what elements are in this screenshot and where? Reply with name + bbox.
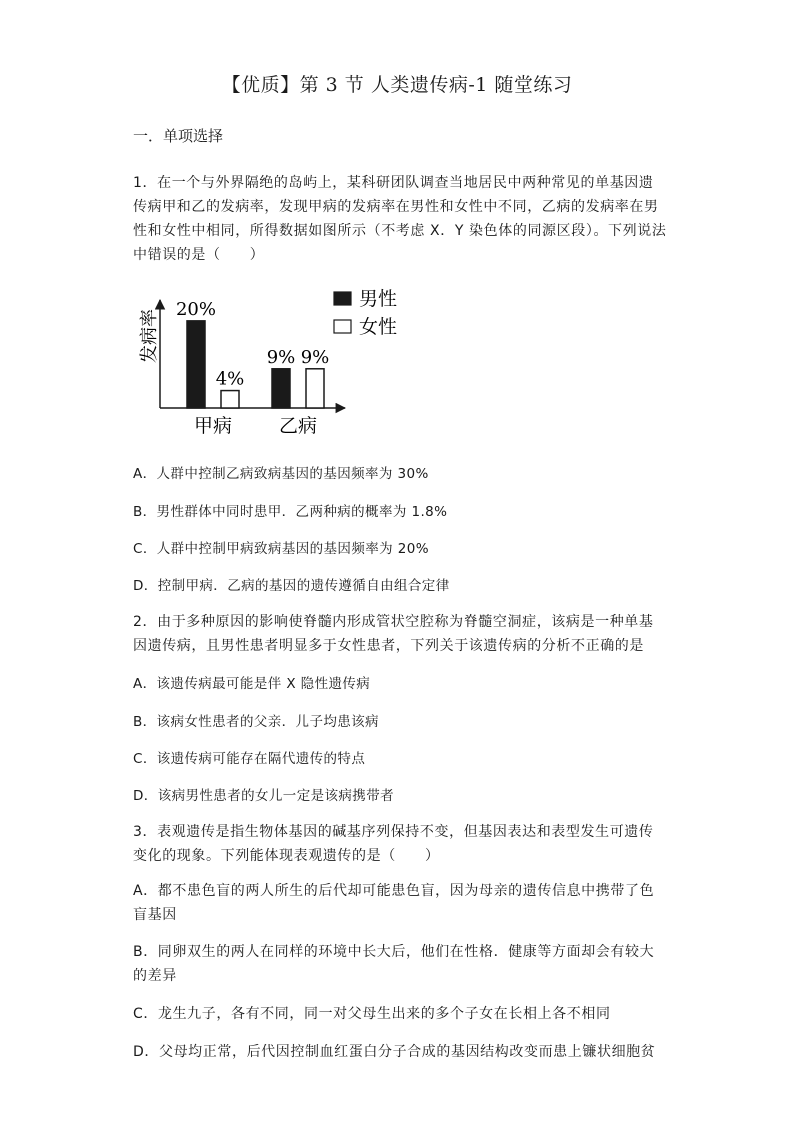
- question-2-line-1: 2．由于多种原因的影响使脊髓内形成管状空腔称为脊髓空洞症，该病是一种单基: [133, 614, 654, 630]
- bar-yi-female: [306, 369, 324, 408]
- question-3-option-b: B．同卵双生的两人在同样的环境中长大后，他们在性格．健康等方面却会有较大: [133, 944, 655, 960]
- question-2-option-d: D．该病男性患者的女儿一定是该病携带者: [133, 788, 394, 804]
- incidence-bar-chart: [125, 278, 415, 443]
- legend-female-label: 女性: [359, 316, 398, 338]
- bar-jia-male: [187, 321, 205, 408]
- question-1-line-4: 中错误的是（ ）: [133, 247, 265, 263]
- question-1-line-2: 传病甲和乙的发病率，发现甲病的发病率在男性和女性中不同，乙病的发病率在男: [133, 199, 659, 215]
- question-3-line-1: 3．表观遗传是指生物体基因的碱基序列保持不变，但基因表达和表型发生可遗传: [133, 824, 654, 840]
- bar-jia-female: [221, 391, 239, 408]
- question-3-option-a: A．都不患色盲的两人所生的后代却可能患色盲，因为母亲的遗传信息中携带了色: [133, 883, 655, 899]
- question-3-option-b-cont: 的差异: [133, 968, 177, 984]
- chart-legend: [334, 288, 397, 338]
- question-3-line-2: 变化的现象。下列能体现表观遗传的是（ ）: [133, 848, 440, 864]
- question-1-option-d: D．控制甲病．乙病的基因的遗传遵循自由组合定律: [133, 578, 450, 594]
- category-label-yi: 乙病: [278, 415, 318, 437]
- legend-female-swatch: [334, 320, 351, 333]
- question-3-option-a-cont: 盲基因: [133, 907, 177, 923]
- data-label-jia-female: 4%: [215, 368, 245, 390]
- legend-male-swatch: [334, 292, 351, 305]
- y-axis-label: 发病率: [139, 309, 160, 363]
- question-2-option-a: A．该遗传病最可能是伴 X 隐性遗传病: [133, 676, 371, 692]
- question-3-option-c: C．龙生九子，各有不同，同一对父母生出来的多个子女在长相上各不相同: [133, 1006, 611, 1022]
- data-label-yi-female: 9%: [300, 346, 330, 368]
- page-title: 【优质】第 3 节 人类遗传病-1 随堂练习: [221, 74, 573, 96]
- bar-yi-male: [272, 369, 290, 408]
- data-label-yi-male: 9%: [266, 346, 296, 368]
- question-1-option-b: B．男性群体中同时患甲．乙两种病的概率为 1.8%: [133, 504, 448, 520]
- question-1-option-c: C．人群中控制甲病致病基因的基因频率为 20%: [133, 541, 429, 557]
- question-1-line-3: 性和女性中相同，所得数据如图所示（不考虑 X．Y 染色体的同源区段）。下列说法: [133, 223, 667, 239]
- section-heading: 一．单项选择: [133, 127, 224, 145]
- question-2-option-b: B．该病女性患者的父亲．儿子均患该病: [133, 714, 379, 730]
- question-3-option-d: D．父母均正常，后代因控制血红蛋白分子合成的基因结构改变而患上镰状细胞贫: [133, 1044, 656, 1060]
- question-2-option-c: C．该遗传病可能存在隔代遗传的特点: [133, 751, 366, 767]
- data-label-jia-male: 20%: [175, 298, 217, 320]
- question-2-line-2: 因遗传病，且男性患者明显多于女性患者，下列关于该遗传病的分析不正确的是: [133, 638, 644, 654]
- category-label-jia: 甲病: [193, 415, 233, 437]
- question-1-line-1: 1．在一个与外界隔绝的岛屿上，某科研团队调查当地居民中两种常见的单基因遗: [133, 175, 654, 191]
- legend-male-label: 男性: [359, 288, 398, 310]
- question-1-option-a: A．人群中控制乙病致病基因的基因频率为 30%: [133, 466, 429, 482]
